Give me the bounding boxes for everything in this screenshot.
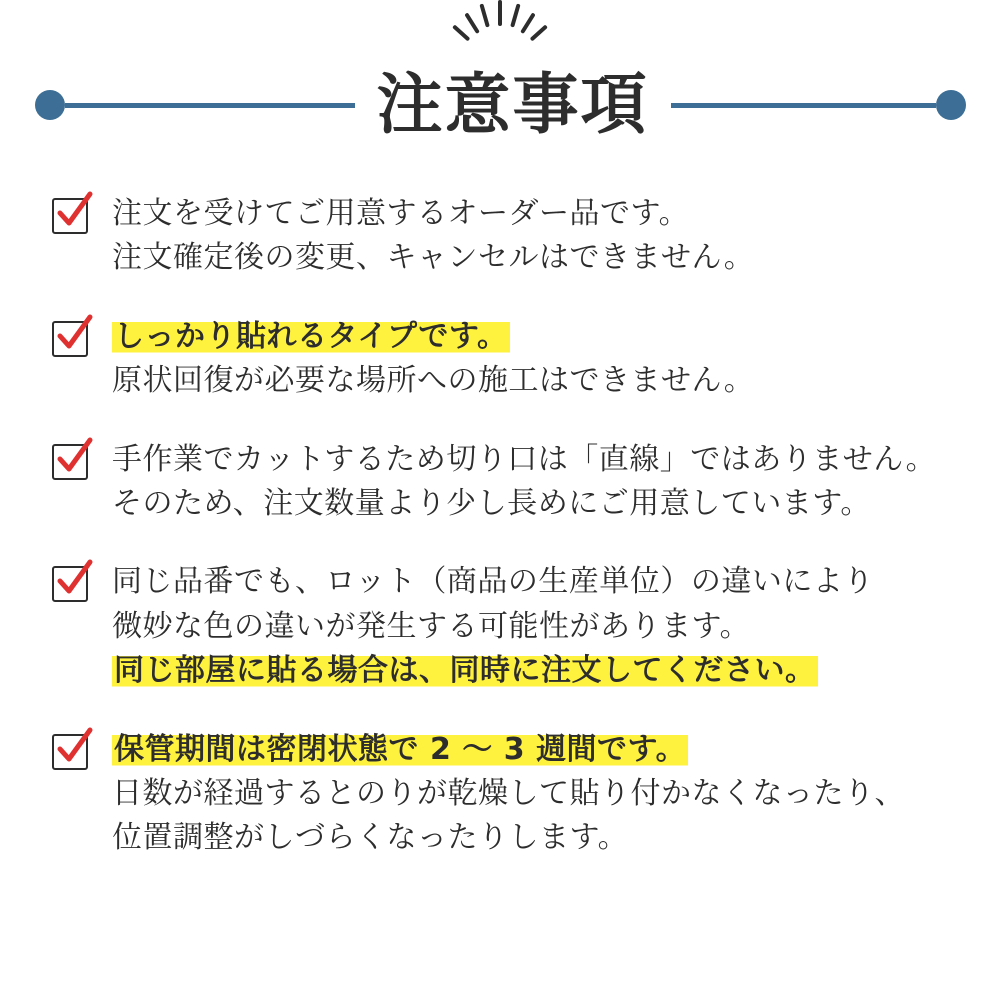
sparkle-ray-2 — [464, 12, 479, 33]
notice-item-text — [112, 560, 960, 693]
notice-line: 微妙な色の違いが発生する可能性があります。 — [112, 608, 751, 644]
sparkle-ray-7 — [530, 24, 548, 41]
sparkle-decoration-icon — [0, 10, 1000, 70]
notice-line: 位置調整がしづらくなったりします。 — [112, 820, 629, 856]
page-header — [0, 0, 1000, 170]
notice-item — [52, 560, 960, 693]
sparkle-ray-4 — [498, 0, 502, 26]
sparkle-ray-1 — [452, 24, 470, 41]
notice-item-text — [112, 192, 960, 281]
checkbox-checked-icon — [52, 566, 88, 602]
right-rule-line — [671, 103, 936, 108]
highlighted-text: しっかり貼れるタイプです。 — [114, 318, 508, 354]
notice-item — [52, 315, 960, 404]
page-title: 注意事項 — [376, 66, 649, 143]
sparkle-ray-5 — [510, 4, 521, 28]
notice-item — [52, 438, 960, 527]
notice-item — [52, 192, 960, 281]
title-row — [0, 62, 1000, 148]
notice-list — [52, 192, 960, 895]
notice-line — [112, 728, 960, 772]
checkbox-checked-icon — [52, 321, 88, 357]
notice-line: 注文確定後の変更、キャンセルはできません。 — [112, 240, 755, 276]
checkbox-checked-icon — [52, 198, 88, 234]
notice-item-text — [112, 438, 960, 527]
sparkle-ray-3 — [480, 4, 491, 28]
notice-item-text — [112, 315, 960, 404]
notice-line: 同じ品番でも、ロット（商品の生産単位）の違いにより — [112, 564, 874, 600]
checkbox-checked-icon — [52, 734, 88, 770]
left-rule-line — [65, 103, 355, 108]
notice-line: そのため、注文数量より少し長めにご用意しています。 — [112, 485, 871, 521]
notice-line — [112, 315, 960, 359]
right-rule-decoration — [671, 90, 966, 120]
sparkle-ray-6 — [521, 12, 536, 33]
notice-line: 日数が経過するとのりが乾燥して貼り付かなくなったり、 — [112, 775, 905, 811]
notice-line: 原状回復が必要な場所への施工はできません。 — [112, 363, 755, 399]
notice-line: 注文を受けてご用意するオーダー品です。 — [112, 196, 690, 231]
highlighted-text: 保管期間は密閉状態で 2 ～ 3 週間です。 — [114, 731, 687, 767]
notice-line: 手作業でカットするため切り口は「直線」ではありません。 — [112, 441, 937, 477]
notice-item-text — [112, 728, 960, 861]
notice-item — [52, 728, 960, 861]
highlighted-text: 同じ部屋に貼る場合は、同時に注文してください。 — [114, 653, 816, 689]
notice-line — [112, 649, 960, 693]
left-rule-decoration — [35, 90, 355, 120]
right-dot-icon — [936, 90, 966, 120]
checkbox-checked-icon — [52, 444, 88, 480]
left-dot-icon — [35, 90, 65, 120]
